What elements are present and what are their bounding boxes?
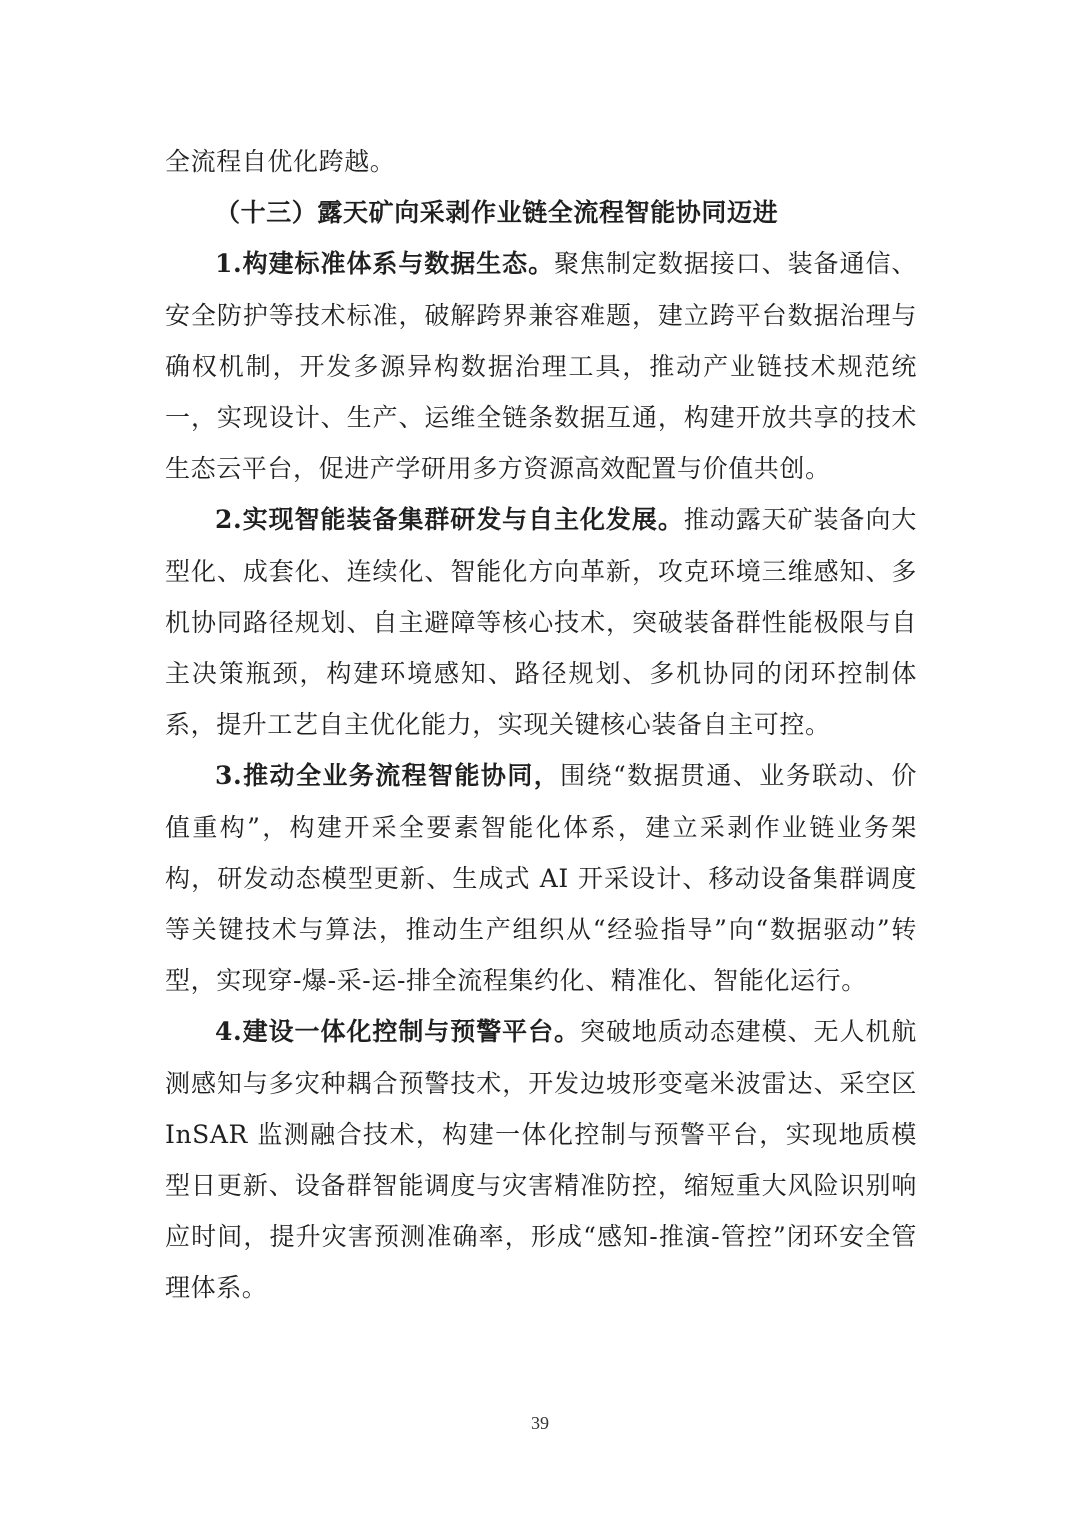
- paragraph-2-lead: 2.实现智能装备集群研发与自主化发展。: [215, 505, 684, 535]
- paragraph-4: [165, 1006, 917, 1313]
- paragraph-3-lead: 3.推动全业务流程智能协同，: [215, 761, 561, 791]
- page-number: 39: [531, 1413, 549, 1433]
- paragraph-1: [165, 238, 917, 494]
- paragraph-1-body: 聚焦制定数据接口、装备通信、安全防护等技术标准，破解跨界兼容难题，建立跨平台数据治理与确权机制，开发多源异构数据治理工具，推动产业链技术规范统一，实现设计、生产、运维全链条数据互通，构建开放共享的技术生态云平台，促进产学研用多方资源高效配置与价值共创。: [165, 249, 917, 484]
- paragraph-3: [165, 750, 917, 1006]
- paragraph-4-body: 突破地质动态建模、无人机航测感知与多灾种耦合预警技术，开发边坡形变毫米波雷达、采空区 InSAR 监测融合技术，构建一体化控制与预警平台，实现地质模型日更新、设备群智能调度与灾害精准防控，缩短重大风险识别响应时间，提升灾害预测准确率，形成“感知-推演-管控”闭环安全管理体系。: [165, 1017, 917, 1303]
- paragraph-1-lead: 1.构建标准体系与数据生态。: [215, 249, 555, 279]
- paragraph-2: [165, 494, 917, 750]
- section-heading: （十三）露天矿向采剥作业链全流程智能协同迈进: [215, 198, 779, 228]
- paragraph-4-lead: 4.建设一体化控制与预警平台。: [215, 1017, 580, 1047]
- document-body: [165, 136, 917, 1314]
- paragraph-3-body: 围绕“数据贯通、业务联动、价值重构”，构建开采全要素智能化体系，建立采剥作业链业务架构，研发动态模型更新、生成式 AI 开采设计、移动设备集群调度等关键技术与算法，推动生产组织从“经验指导”向“数据驱动”转型，实现穿-爆-采-运-排全流程集约化、精准化、智能化运行。: [165, 761, 917, 996]
- continuation-paragraph: 全流程自优化跨越。: [165, 147, 396, 176]
- paragraph-2-body: 推动露天矿装备向大型化、成套化、连续化、智能化方向革新，攻克环境三维感知、多机协同路径规划、自主避障等核心技术，突破装备群性能极限与自主决策瓶颈，构建环境感知、路径规划、多机协同的闭环控制体系，提升工艺自主优化能力，实现关键核心装备自主可控。: [165, 505, 917, 740]
